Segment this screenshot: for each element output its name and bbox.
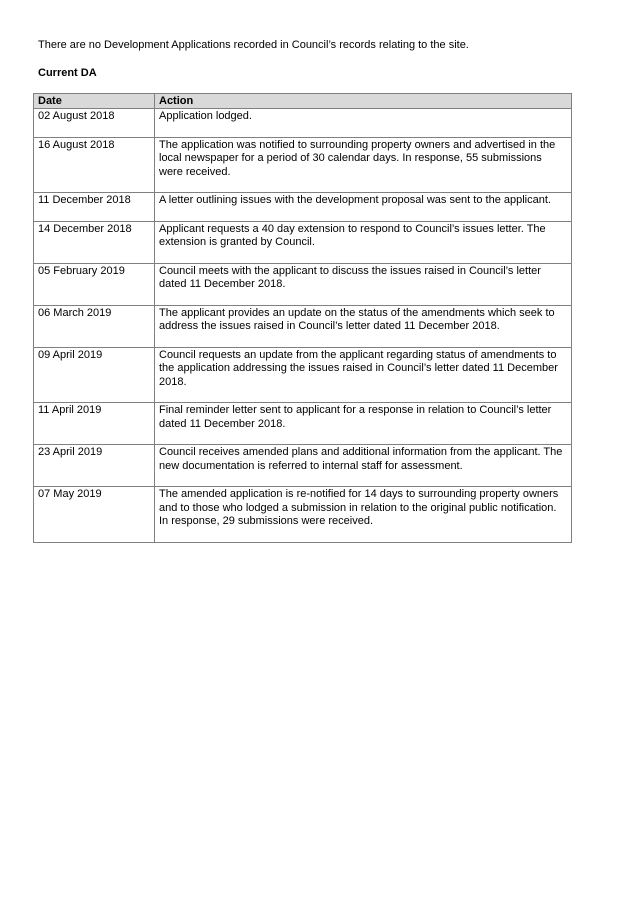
action-cell: Council receives amended plans and additional information from the applicant. The new documentation is referred to internal staff for assessment. xyxy=(155,445,572,487)
date-cell: 05 February 2019 xyxy=(34,263,155,305)
table-row xyxy=(34,445,572,487)
column-header-date: Date xyxy=(34,94,155,109)
section-heading-current-da: Current DA xyxy=(38,67,97,79)
date-cell: 11 December 2018 xyxy=(34,193,155,222)
table-header-row xyxy=(34,94,572,109)
action-cell: Application lodged. xyxy=(155,109,572,138)
date-cell: 02 August 2018 xyxy=(34,109,155,138)
action-cell: Applicant requests a 40 day extension to respond to Council’s issues letter. The extension is granted by Council. xyxy=(155,221,572,263)
table-row xyxy=(34,109,572,138)
action-cell: Council requests an update from the applicant regarding status of amendments to the application addressing the issues raised in Council’s letter dated 11 December 2018. xyxy=(155,347,572,403)
table-row xyxy=(34,487,572,543)
date-cell: 16 August 2018 xyxy=(34,137,155,193)
action-cell: Final reminder letter sent to applicant for a response in relation to Council’s letter dated 11 December 2018. xyxy=(155,403,572,445)
table-row xyxy=(34,403,572,445)
column-header-action: Action xyxy=(155,94,572,109)
da-history-table xyxy=(33,93,572,543)
action-cell: The application was notified to surrounding property owners and advertised in the local newspaper for a period of 30 calendar days. In response, 55 submissions were received. xyxy=(155,137,572,193)
intro-paragraph: There are no Development Applications recorded in Council’s records relating to the site. xyxy=(38,39,469,51)
table-row xyxy=(34,263,572,305)
action-cell: A letter outlining issues with the development proposal was sent to the applicant. xyxy=(155,193,572,222)
table-row xyxy=(34,221,572,263)
table-row xyxy=(34,193,572,222)
date-cell: 11 April 2019 xyxy=(34,403,155,445)
date-cell: 23 April 2019 xyxy=(34,445,155,487)
table-row xyxy=(34,305,572,347)
date-cell: 14 December 2018 xyxy=(34,221,155,263)
date-cell: 07 May 2019 xyxy=(34,487,155,543)
action-cell: Council meets with the applicant to discuss the issues raised in Council’s letter dated 11 December 2018. xyxy=(155,263,572,305)
date-cell: 09 April 2019 xyxy=(34,347,155,403)
date-cell: 06 March 2019 xyxy=(34,305,155,347)
table-row xyxy=(34,137,572,193)
action-cell: The amended application is re-notified for 14 days to surrounding property owners and to those who lodged a submission in relation to the original public notification. In response, 29 submissions were received. xyxy=(155,487,572,543)
table-row xyxy=(34,347,572,403)
action-cell: The applicant provides an update on the status of the amendments which seek to address the issues raised in Council’s letter dated 11 December 2018. xyxy=(155,305,572,347)
